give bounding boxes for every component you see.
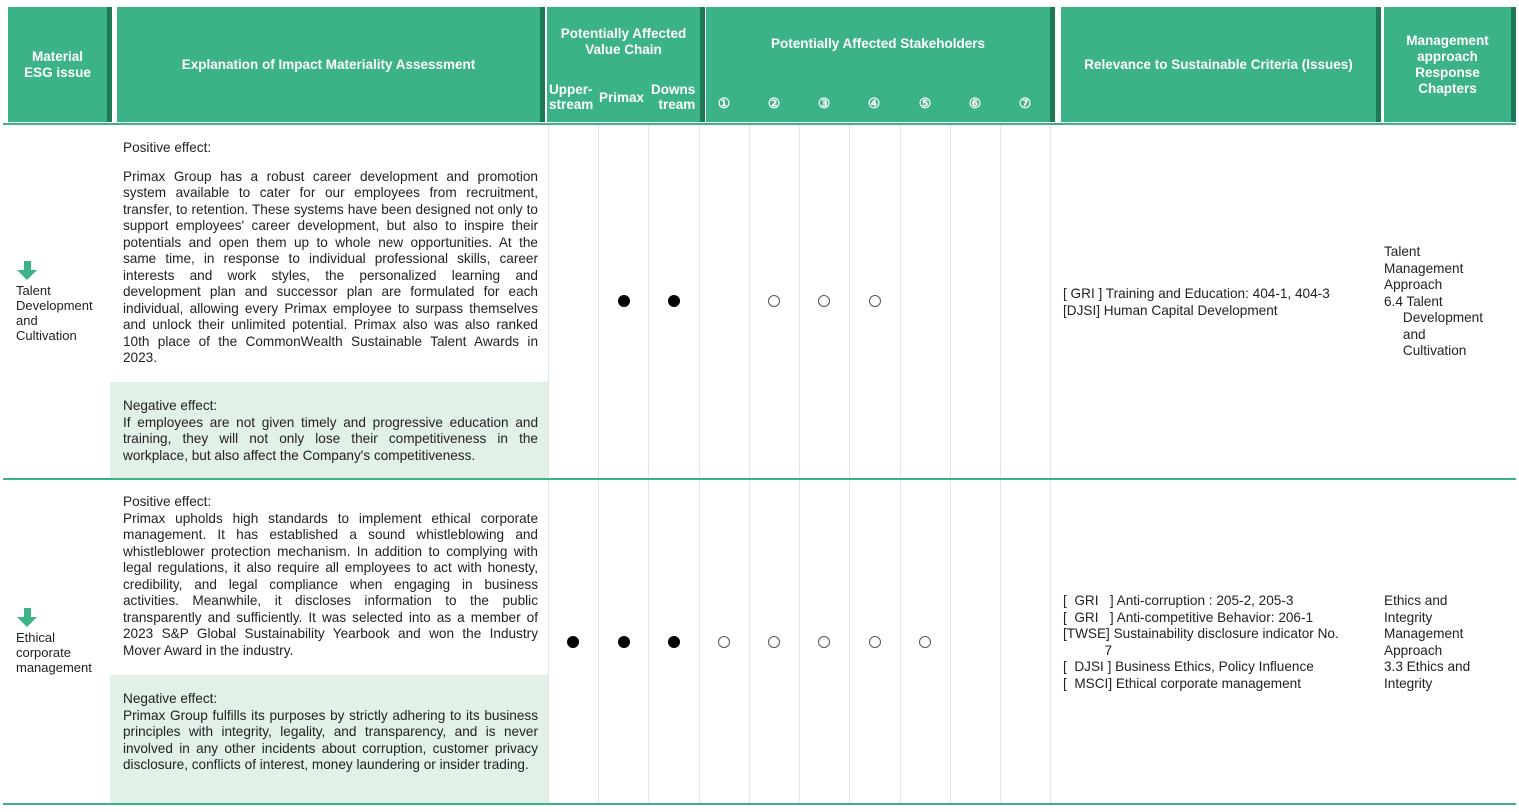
column-divider (548, 125, 549, 803)
management-cell: Talent Management Approach 6.4 Talent Development and Cultivation (1384, 244, 1483, 358)
column-divider (849, 125, 850, 803)
column-divider (950, 125, 951, 803)
column-divider (598, 125, 599, 803)
filled-circle-icon (668, 636, 680, 648)
empty-circle-icon (869, 636, 881, 648)
row-divider (3, 803, 1516, 805)
row-divider (3, 478, 1516, 480)
negative-effect (123, 691, 538, 774)
filled-circle-icon (567, 636, 579, 648)
empty-circle-icon (768, 636, 780, 648)
header-value-chain (547, 7, 705, 122)
negative-effect (123, 398, 538, 464)
empty-circle-icon (718, 636, 730, 648)
header-explanation (117, 7, 545, 122)
positive-effect-text: Primax Group has a robust career development and promotion system available to cater for our employees from recruitment, transfer, to retention. These systems have been designed not only to support employees' career development, but also to inspire their potentials and open them up to whole new opportunities. At the same time, in response to individual professional skills, career interests and work styles, the personalized learning and development plan and successor plan are formulated for each individual, allowing every Primax employee to surpass themselves and unlock their unlimited potential. Primax also was also ranked 10th place of the CommonWealth Sustainable Talent Awards in 2023. (123, 168, 538, 365)
empty-circle-icon (919, 636, 931, 648)
positive-effect-text: Primax upholds high standards to implement ethical corporate management. It has established a sound whistleblowing and whistleblower protection mechanism. In addition to complying with legal regulations, it also require all employees to act with honesty, credibility, and legal compliance when engaging in business activities. Meanwhile, it discloses information to the public transparently and sufficiently. It was selected into as a member of 2023 S&P Global Sustainability Yearbook and won the Industry Mover Award in the industry. (123, 510, 538, 658)
criteria-cell: [ GRI ] Training and Education: 404-1, 404-3 [DJSI] Human Capital Development (1063, 286, 1330, 318)
negative-effect-box (110, 382, 548, 478)
filled-circle-icon (618, 295, 630, 307)
column-divider (1050, 125, 1051, 803)
stakeholder-4-label: ④ (867, 95, 881, 111)
column-divider (799, 125, 800, 803)
negative-effect-box (110, 675, 548, 803)
positive-effect-label: Positive effect: (123, 140, 212, 155)
positive-effect (123, 494, 538, 659)
header-management (1384, 7, 1516, 122)
header-value-chain-label: Potentially Affected Value Chain (560, 26, 687, 57)
criteria-cell: [ GRI ] Anti-corruption : 205-2, 205-3 [ GRI ] Anti-competitive Behavior: 206-1 [TWSE] Sustainability disclosure indicator No. 7 [ DJSI ] Business Ethics, Policy Influence [ MSCI] Ethical corporate management (1063, 593, 1339, 691)
header-downstream: Downs tream (651, 82, 696, 112)
filled-circle-icon (668, 295, 680, 307)
issue-cell (16, 608, 92, 675)
stakeholder-6-label: ⑥ (968, 95, 982, 111)
negative-effect-label: Negative effect: (123, 398, 218, 413)
header-stakeholders (706, 7, 1055, 122)
header-management-label: Management approach Response Chapters (1406, 32, 1489, 96)
stakeholder-3-label: ③ (817, 95, 831, 111)
header-divider (3, 123, 1516, 125)
column-divider (749, 125, 750, 803)
management-cell: Ethics and Integrity Management Approach 3.3 Ethics and Integrity (1384, 593, 1471, 691)
positive-effect (123, 140, 538, 367)
header-explanation-label: Explanation of Impact Materiality Assessment (181, 56, 476, 72)
negative-effect-label: Negative effect: (123, 691, 218, 706)
issue-cell (16, 261, 93, 343)
header-primax: Primax (599, 90, 645, 105)
stakeholder-5-label: ⑤ (918, 95, 932, 111)
issue-name: Ethical corporate management (16, 630, 92, 675)
stakeholder-2-label: ② (767, 95, 781, 111)
positive-effect-label: Positive effect: (123, 494, 212, 509)
column-divider (900, 125, 901, 803)
empty-circle-icon (869, 295, 881, 307)
header-material-issue-label: Material ESG issue (24, 48, 91, 80)
issue-name: Talent Development and Cultivation (16, 283, 93, 343)
stakeholder-7-label: ⑦ (1018, 95, 1032, 111)
header-upstream: Upper- stream (549, 82, 594, 112)
header-criteria-label: Relevance to Sustainable Criteria (Issues) (1084, 56, 1353, 72)
empty-circle-icon (768, 295, 780, 307)
column-divider (648, 125, 649, 803)
negative-effect-text: If employees are not given timely and progressive education and training, they will not only lose their competitiveness in the workplace, but also affect the Company's competitiveness. (123, 414, 538, 463)
stakeholder-1-label: ① (717, 95, 731, 111)
column-divider (1000, 125, 1001, 803)
empty-circle-icon (818, 636, 830, 648)
negative-effect-text: Primax Group fulfills its purposes by strictly adhering to its business principles with integrity, legality, and transparency, and is never involved in any other incidents about corruption, customer privacy disclosure, conflicts of interest, money laundering or insider trading. (123, 707, 538, 772)
empty-circle-icon (818, 295, 830, 307)
header-criteria (1061, 7, 1381, 122)
header-material-issue (8, 7, 112, 122)
filled-circle-icon (618, 636, 630, 648)
column-divider (699, 125, 700, 803)
header-stakeholders-label: Potentially Affected Stakeholders (770, 36, 986, 51)
